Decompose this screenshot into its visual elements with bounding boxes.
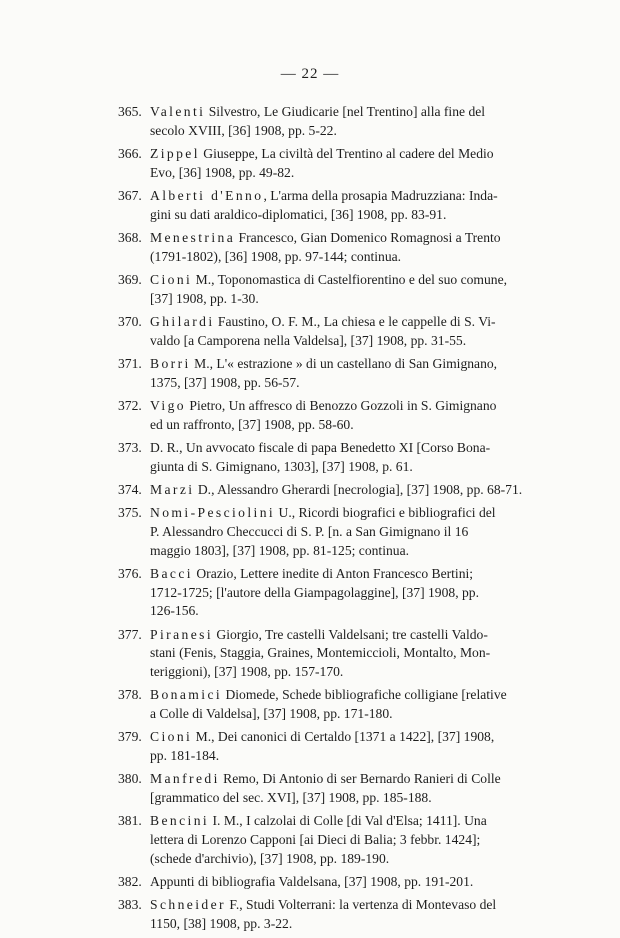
bibliography-entry [118, 770, 558, 808]
bibliography-entry [118, 812, 558, 868]
entry-author: Schneider [150, 897, 226, 913]
entry-line [118, 602, 558, 621]
entry-author: Nomi-Pesciolini [150, 505, 276, 521]
entry-line [118, 103, 558, 122]
entry-line [118, 229, 558, 248]
bibliography-entry [118, 439, 558, 477]
entry-number: 376. [118, 565, 142, 581]
entry-author: Manfredi [150, 771, 220, 787]
entry-number: 372. [118, 397, 142, 413]
entry-text: a Colle di Valdelsa], [37] 1908, pp. 171-180. [150, 706, 393, 722]
entry-line [118, 481, 558, 500]
entry-text: 126-156. [150, 603, 199, 619]
bibliography-entry [118, 728, 558, 766]
entry-line [118, 789, 558, 808]
entry-text: gini su dati araldico-diplomatici, [36] 1908, pp. 83-91. [150, 206, 447, 222]
entry-text: stani (Fenis, Staggia, Graines, Montemiccioli, Montalto, Mon- [150, 645, 491, 661]
entry-text: M., L'« estrazione » di un castellano di San Gimignano, [190, 355, 498, 371]
entry-text: M., Toponomastica di Castelfiorentino e del suo comune, [192, 271, 508, 287]
entry-author: Valenti [150, 104, 206, 119]
entry-text: (schede d'archivio), [37] 1908, pp. 189-190. [150, 850, 390, 866]
entry-text: D., Alessandro Gherardi [necrologia], [37] 1908, pp. 68-71. [194, 481, 523, 497]
entry-text: , L'arma della prosapia Madruzziana: Inda- [263, 187, 498, 203]
entry-line [118, 313, 558, 332]
bibliography-entry [118, 481, 558, 500]
entry-number: 367. [118, 187, 142, 203]
entry-text: I. M., I calzolai di Colle [di Val d'Elsa; 1411]. Una [209, 813, 487, 829]
entry-line [118, 565, 558, 584]
entry-number: 368. [118, 229, 142, 245]
entry-line [118, 705, 558, 724]
entry-author: Bonamici [150, 687, 223, 703]
entry-author: Cioni [150, 729, 193, 745]
entry-line [118, 523, 558, 542]
bibliography-entry [118, 187, 558, 225]
entry-text: D. R., Un avvocato fiscale di papa Benedetto XI [Corso Bona- [150, 439, 491, 455]
entry-line [118, 164, 558, 183]
entry-text: Faustino, O. F. M., La chiesa e le cappelle di S. Vi- [214, 313, 496, 329]
entry-author: Borri [150, 355, 191, 371]
bibliography-entry [118, 686, 558, 724]
entry-author: Vigo [150, 397, 186, 413]
bibliography-entry [118, 229, 558, 267]
entry-text: (1791-1802), [36] 1908, pp. 97-144; continua. [150, 248, 402, 264]
entry-number: 366. [118, 145, 142, 161]
page-number: — 22 — [280, 66, 340, 82]
bibliography-entry [118, 271, 558, 309]
entry-line [118, 206, 558, 225]
bibliography-entry [118, 626, 558, 682]
entry-line [118, 873, 558, 892]
entry-line [118, 542, 558, 561]
entry-number: 375. [118, 505, 142, 521]
entry-text: Evo, [36] 1908, pp. 49-82. [150, 164, 295, 180]
entry-text: Remo, Di Antonio di ser Bernardo Ranieri di Colle [219, 771, 501, 787]
entry-line [118, 686, 558, 705]
entry-text: U., Ricordi biografici e bibliografici del [275, 505, 496, 521]
entry-line [118, 663, 558, 682]
entry-text: lettera di Lorenzo Capponi [ai Dieci di Balia; 3 febbr. 1424]; [150, 832, 481, 848]
entry-number: 374. [118, 481, 142, 497]
entry-text: Silvestro, Le Giudicarie [nel Trentino] alla fine del [205, 104, 486, 119]
entry-number: 369. [118, 271, 142, 287]
bibliography-list [118, 103, 558, 938]
bibliography-entry [118, 504, 558, 560]
entry-line [118, 439, 558, 458]
entry-number: 379. [118, 729, 142, 745]
entry-line [118, 626, 558, 645]
entry-number: 381. [118, 813, 142, 829]
entry-text: teriggioni), [37] 1908, pp. 157-170. [150, 664, 344, 680]
bibliography-entry [118, 565, 558, 621]
entry-number: 371. [118, 355, 142, 371]
entry-number: 382. [118, 874, 142, 890]
entry-author: Ghilardi [150, 313, 215, 329]
entry-number: 365. [118, 104, 142, 119]
entry-line [118, 332, 558, 351]
entry-number: 377. [118, 626, 142, 642]
entry-text: maggio 1803], [37] 1908, pp. 81-125; continua. [150, 542, 409, 558]
entry-text: Appunti di bibliografia Valdelsana, [37] 1908, pp. 191-201. [150, 874, 474, 890]
entry-line [118, 248, 558, 267]
bibliography-entry [118, 873, 558, 892]
entry-text: 1712-1725; [l'autore della Giampagolaggine], [37] 1908, pp. [150, 584, 479, 600]
entry-line [118, 374, 558, 393]
entry-text: Orazio, Lettere inedite di Anton Francesco Bertini; [192, 565, 474, 581]
bibliography-entry [118, 103, 558, 141]
entry-line [118, 644, 558, 663]
entry-number: 378. [118, 687, 142, 703]
entry-text: Giorgio, Tre castelli Valdelsani; tre castelli Valdo- [213, 626, 488, 642]
entry-line [118, 747, 558, 766]
bibliography-entry [118, 896, 558, 934]
entry-author: Bacci [150, 565, 193, 581]
entry-line [118, 915, 558, 934]
entry-number: 370. [118, 313, 142, 329]
entry-text: Giuseppe, La civiltà del Trentino al cadere del Medio [199, 145, 494, 161]
bibliography-entry [118, 145, 558, 183]
entry-line [118, 458, 558, 477]
entry-text: secolo XVIII, [36] 1908, pp. 5-22. [150, 122, 337, 138]
entry-line [118, 504, 558, 523]
entry-text: giunta di S. Gimignano, 1303], [37] 1908, p. 61. [150, 458, 413, 474]
entry-number: 380. [118, 771, 142, 787]
entry-line [118, 728, 558, 747]
bibliography-entry [118, 397, 558, 435]
entry-author: Bencini [150, 813, 210, 829]
entry-author: Menestrina [150, 229, 236, 245]
entry-line [118, 355, 558, 374]
entry-text: pp. 181-184. [150, 748, 220, 764]
entry-text: 1375, [37] 1908, pp. 56-57. [150, 374, 300, 390]
entry-line [118, 271, 558, 290]
entry-text: Francesco, Gian Domenico Romagnosi a Trento [235, 229, 501, 245]
entry-line [118, 397, 558, 416]
entry-line [118, 187, 558, 206]
entry-author: Cioni [150, 271, 193, 287]
entry-line [118, 584, 558, 603]
entry-author: Piranesi [150, 626, 213, 642]
entry-line [118, 831, 558, 850]
entry-line [118, 290, 558, 309]
entry-text: F., Studi Volterrani: la vertenza di Montevaso del [225, 897, 497, 913]
entry-text: Pietro, Un affresco di Benozzo Gozzoli in S. Gimignano [185, 397, 497, 413]
entry-number: 383. [118, 897, 142, 913]
entry-line [118, 145, 558, 164]
entry-text: ed un raffronto, [37] 1908, pp. 58-60. [150, 416, 354, 432]
entry-line [118, 896, 558, 915]
entry-line [118, 812, 558, 831]
entry-line [118, 416, 558, 435]
entry-text: [grammatico del sec. XVI], [37] 1908, pp. 185-188. [150, 790, 432, 806]
entry-text: P. Alessandro Checcucci di S. P. [n. a San Gimignano il 16 [150, 523, 469, 539]
entry-text: Diomede, Schede bibliografiche colligiane [relative [222, 687, 507, 703]
entry-text: [37] 1908, pp. 1-30. [150, 290, 259, 306]
bibliography-entry [118, 313, 558, 351]
entry-text: M., Dei canonici di Certaldo [1371 a 1422], [37] 1908, [192, 729, 495, 745]
entry-author: Zippel [150, 145, 200, 161]
entry-line [118, 122, 558, 141]
entry-author: Marzi [150, 481, 195, 497]
entry-text: 1150, [38] 1908, pp. 3-22. [150, 916, 293, 932]
entry-line [118, 850, 558, 869]
entry-text: valdo [a Camporena nella Valdelsa], [37] 1908, pp. 31-55. [150, 332, 467, 348]
bibliography-entry [118, 355, 558, 393]
entry-line [118, 770, 558, 789]
entry-author: Alberti d'Enno [150, 187, 264, 203]
entry-number: 373. [118, 439, 142, 455]
